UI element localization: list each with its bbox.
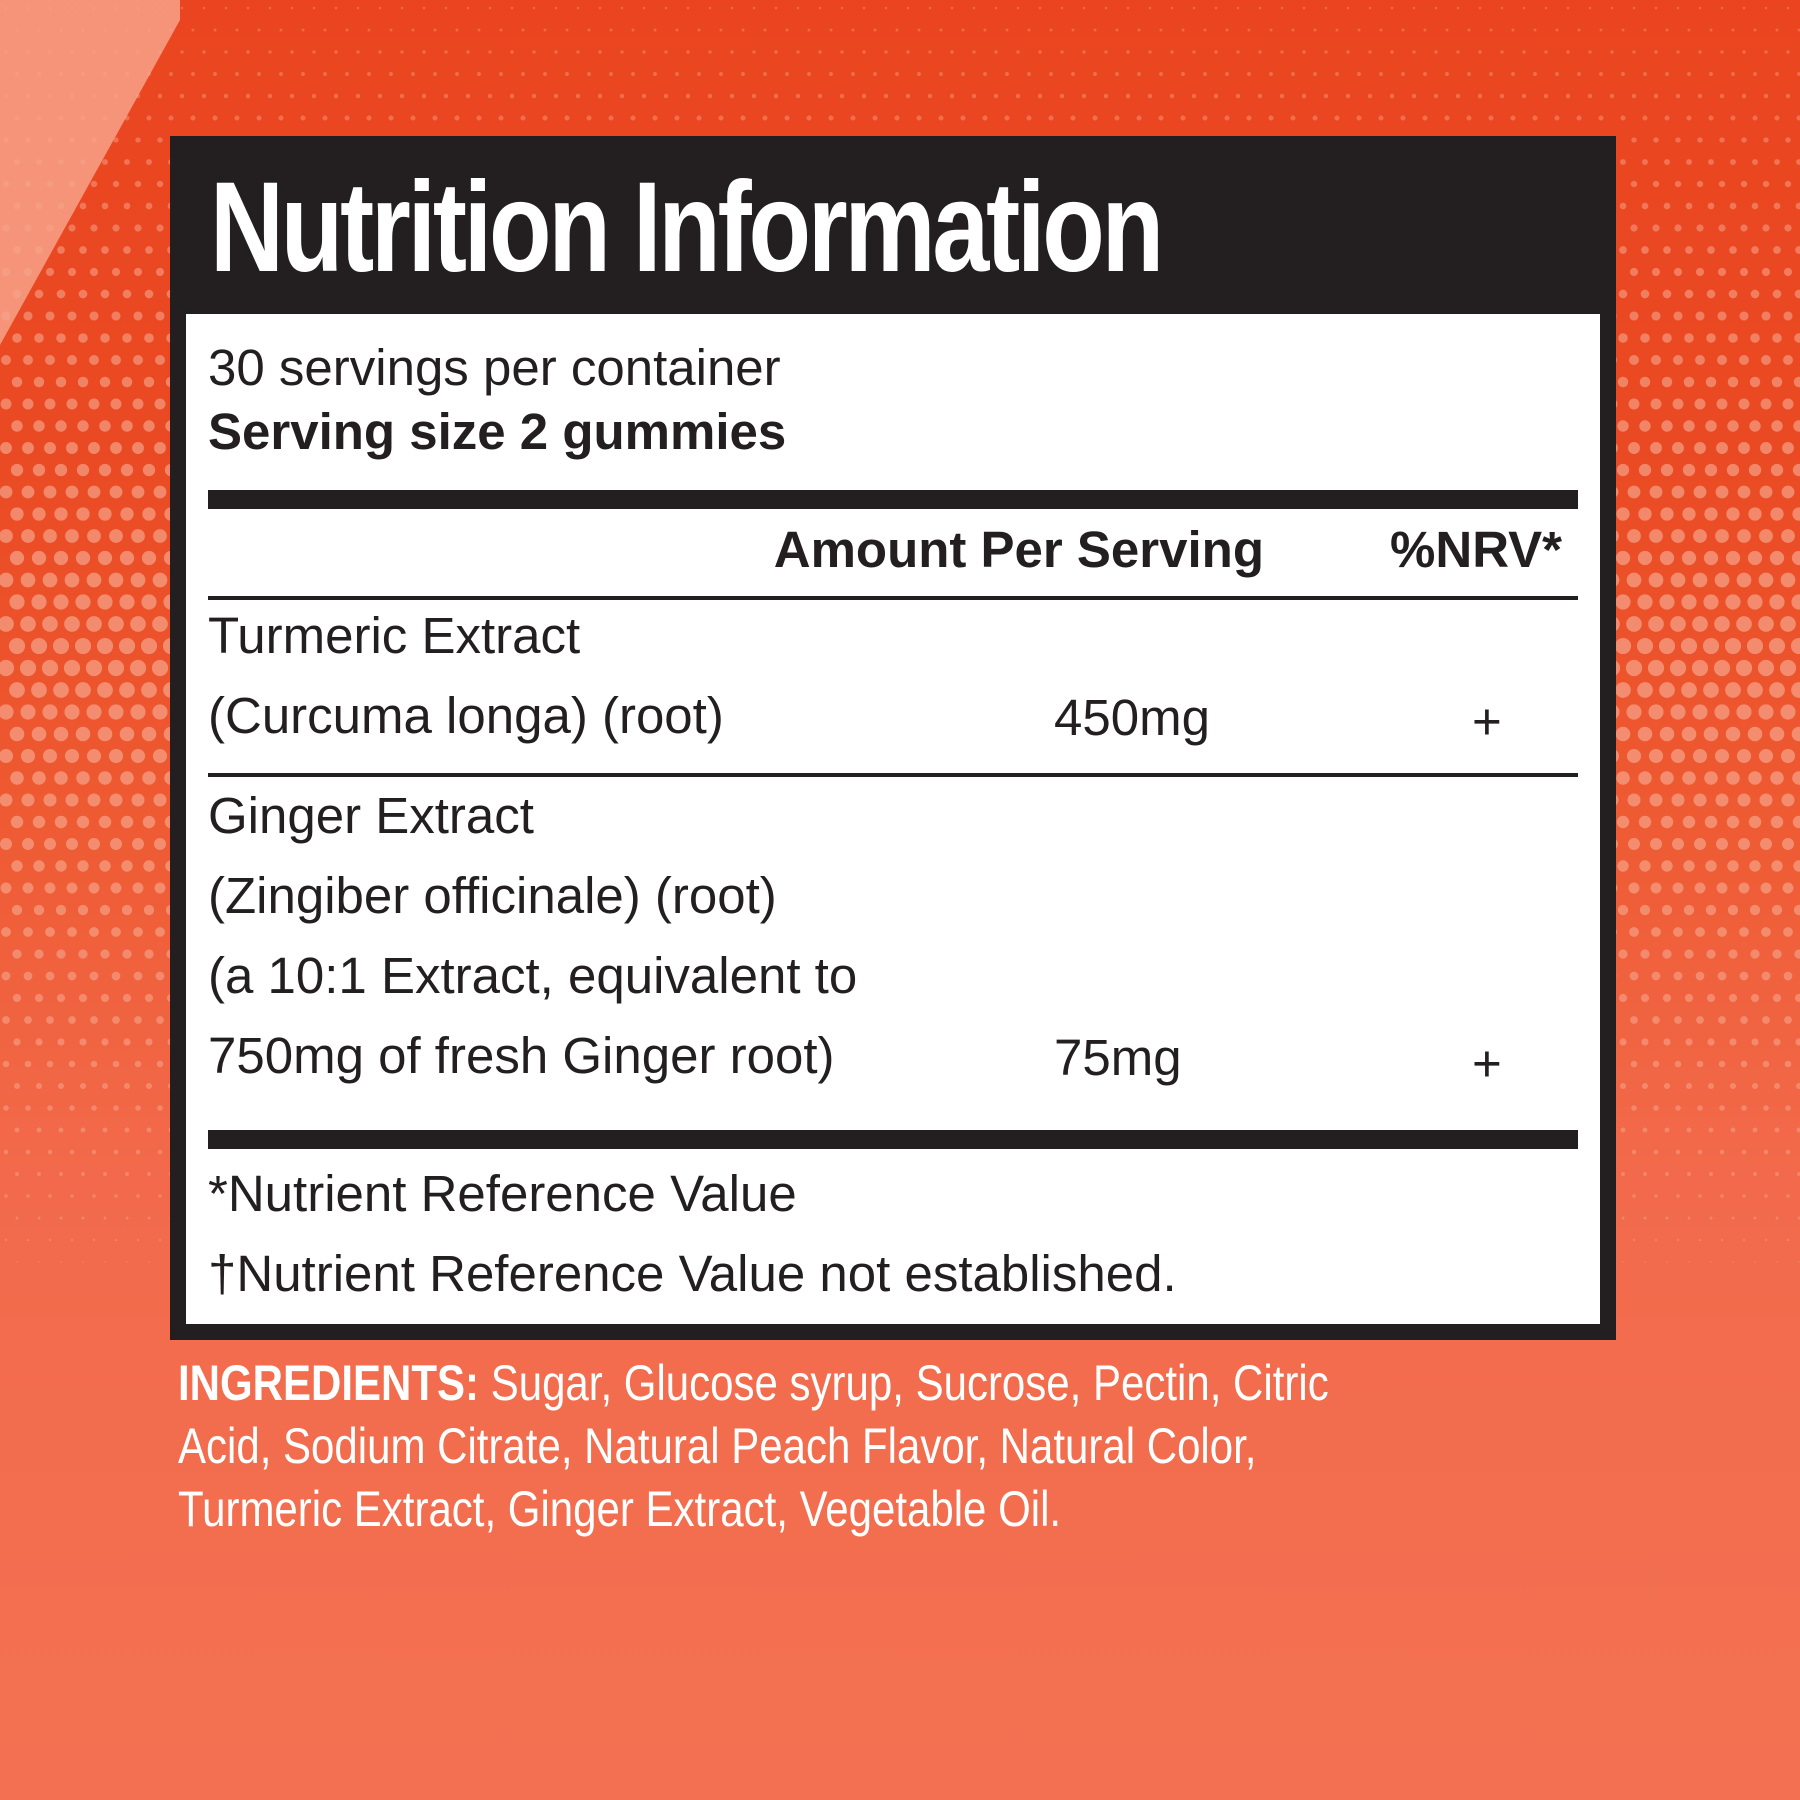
ingredient-amount: 450mg bbox=[1054, 689, 1210, 746]
ingredient-name-line: Ginger Extract bbox=[208, 787, 534, 844]
ingredient-name-line: (Zingiber officinale) (root) bbox=[208, 867, 777, 924]
ingredient-amount: 75mg bbox=[1054, 1029, 1182, 1086]
ingredients-label: INGREDIENTS: bbox=[178, 1355, 480, 1411]
ingredient-nrv: + bbox=[1472, 693, 1502, 750]
footnote-nrv: *Nutrient Reference Value bbox=[208, 1165, 797, 1222]
column-header-nrv: %NRV* bbox=[1390, 521, 1562, 578]
ingredient-nrv: + bbox=[1472, 1035, 1502, 1092]
nutrition-panel bbox=[170, 136, 1616, 1340]
panel-body bbox=[186, 314, 1600, 1324]
row-divider bbox=[208, 773, 1578, 777]
footnote-not-established: †Nutrient Reference Value not established. bbox=[208, 1245, 1177, 1302]
servings-per-container: 30 servings per container bbox=[208, 339, 781, 396]
ingredient-name-line: (a 10:1 Extract, equivalent to bbox=[208, 947, 858, 1004]
ingredients-text: Sugar, Glucose syrup, Sucrose, Pectin, Citric Acid, Sodium Citrate, Natural Peach Flavor, Natural Color, Turmeric Extract, Ginger Extract, Vegetable Oil. bbox=[178, 1355, 1329, 1537]
header-divider bbox=[208, 596, 1578, 600]
ingredients-statement bbox=[178, 1352, 1396, 1541]
thick-divider-top bbox=[208, 490, 1578, 509]
thick-divider-bottom bbox=[208, 1130, 1578, 1149]
panel-title: Nutrition Information bbox=[210, 156, 1161, 299]
ingredient-name-line: Turmeric Extract bbox=[208, 607, 581, 664]
ingredient-name-line: 750mg of fresh Ginger root) bbox=[208, 1027, 835, 1084]
column-header-amount: Amount Per Serving bbox=[773, 521, 1264, 578]
ingredient-name-line: (Curcuma longa) (root) bbox=[208, 687, 724, 744]
serving-size: Serving size 2 gummies bbox=[208, 403, 787, 460]
